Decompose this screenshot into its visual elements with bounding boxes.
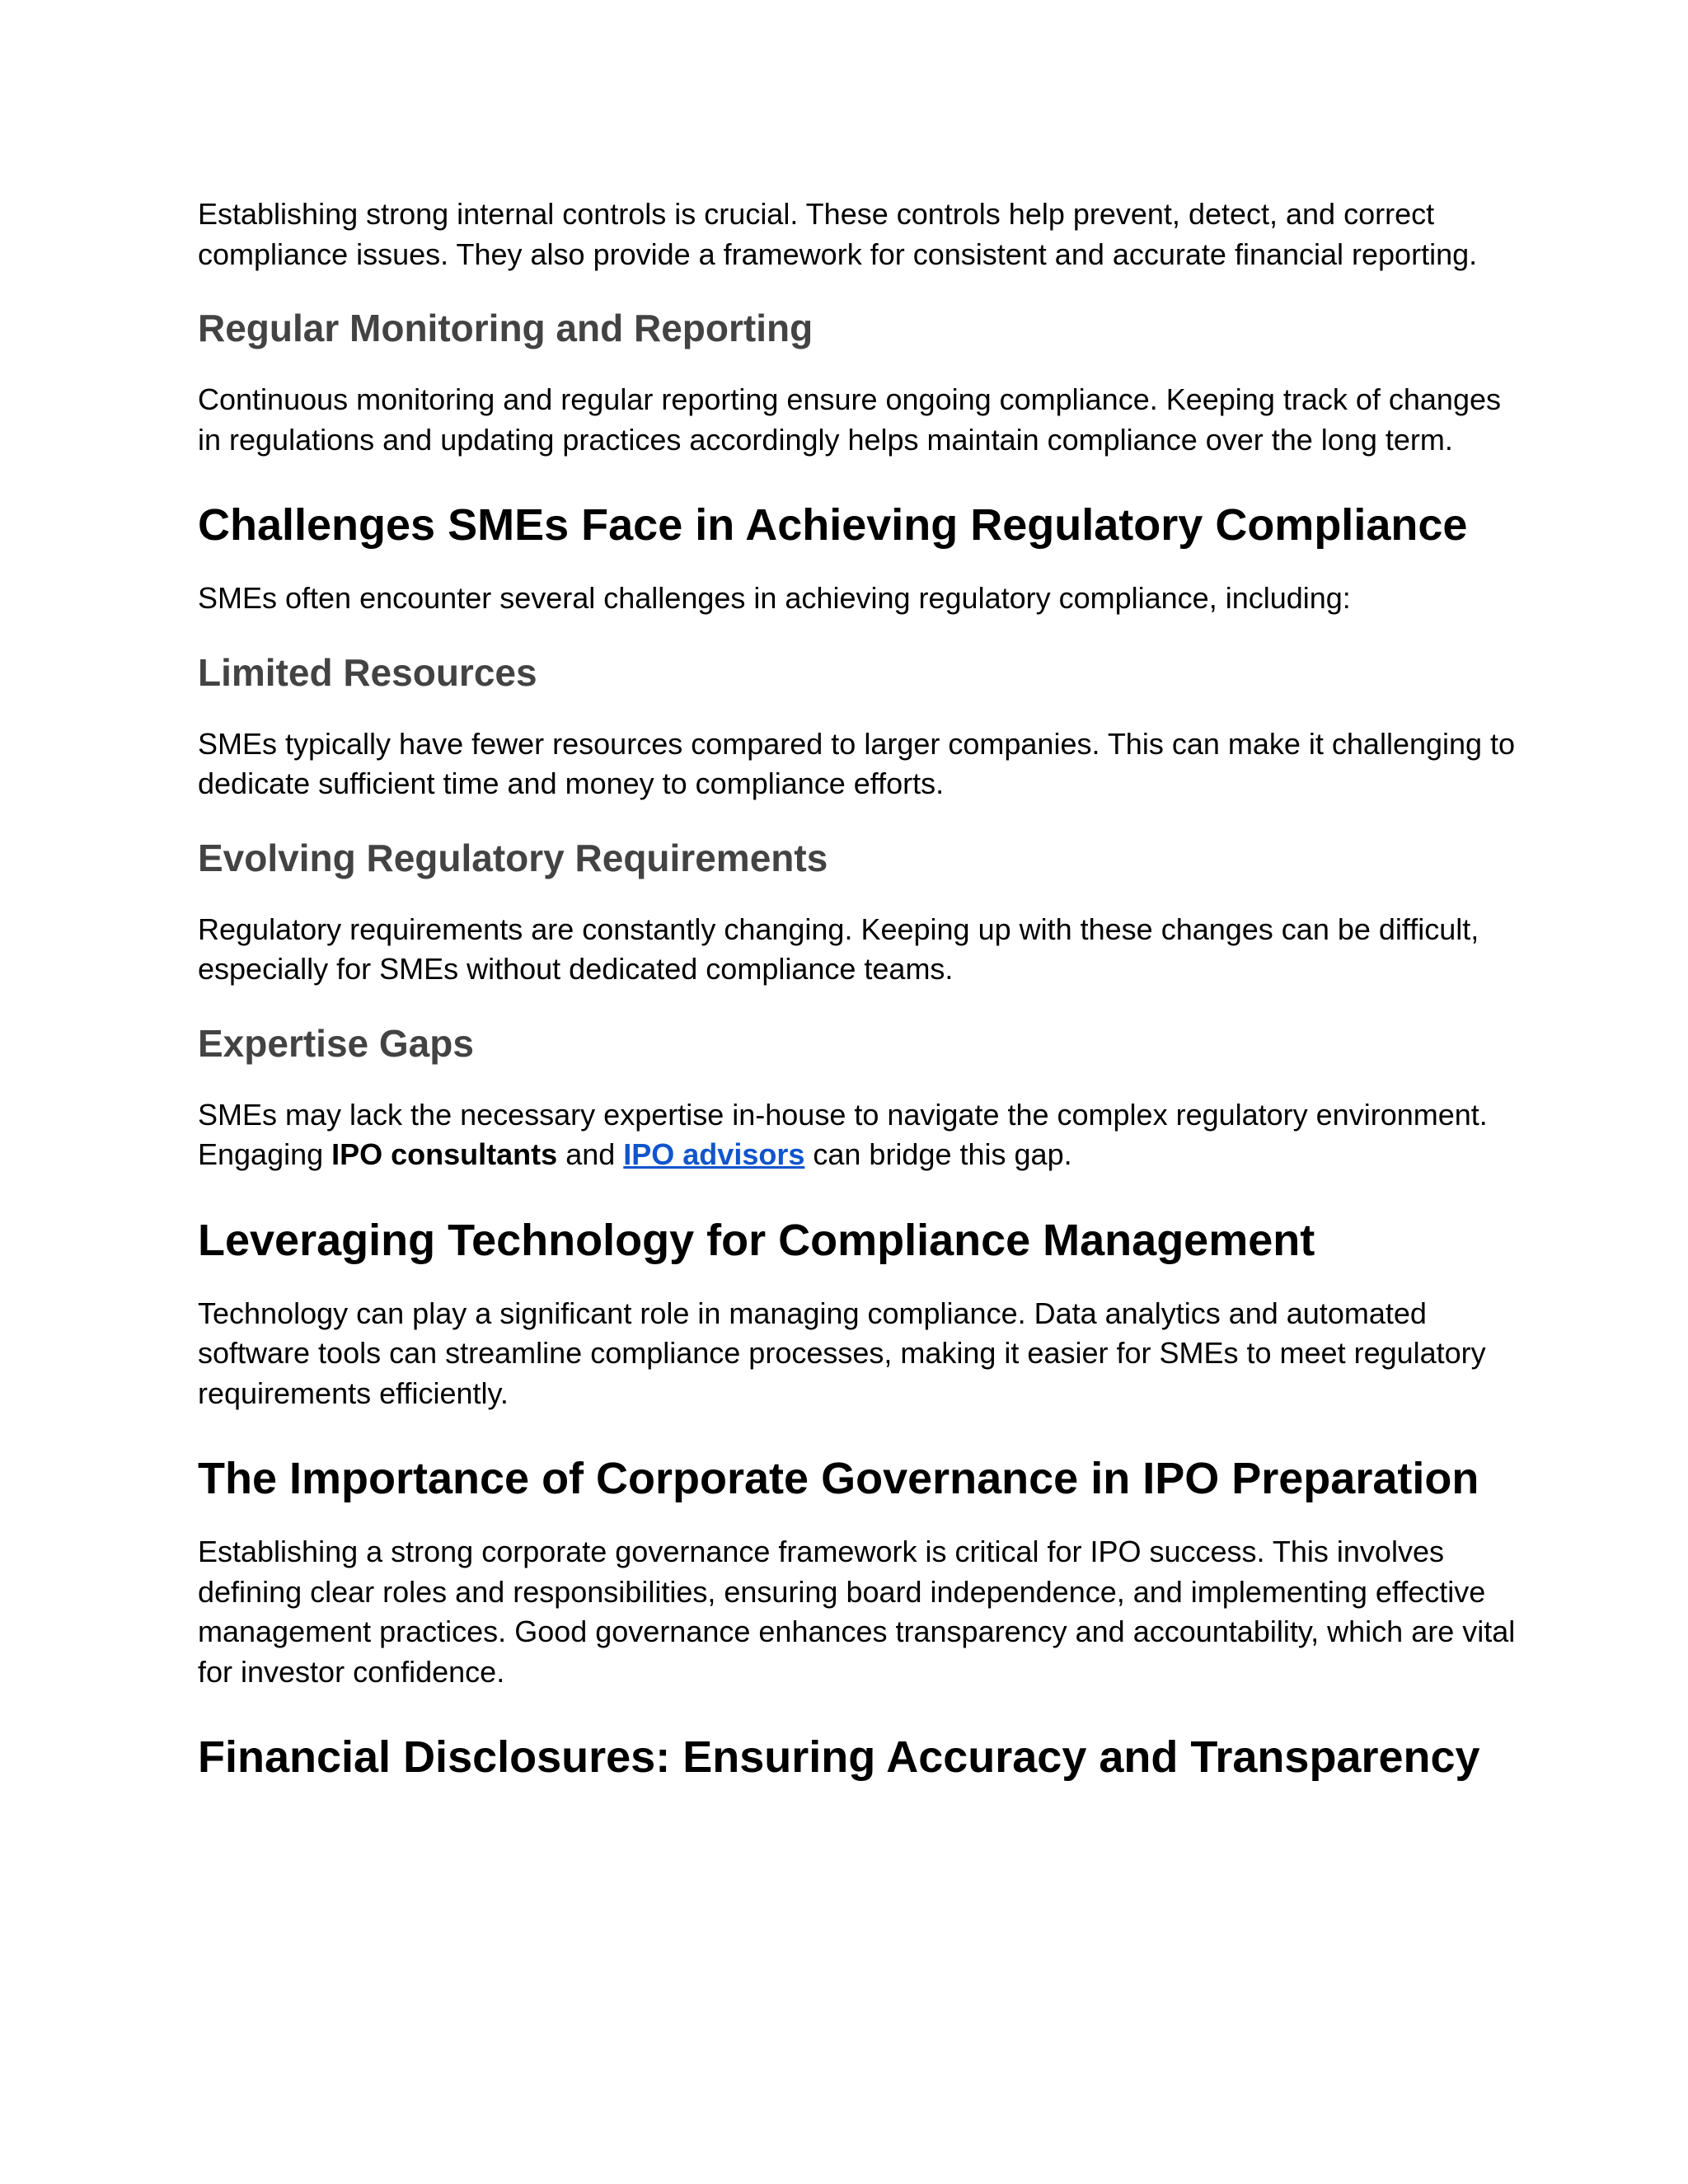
ipo-consultants-bold: IPO consultants [331,1137,558,1171]
heading-evolving-requirements: Evolving Regulatory Requirements [198,836,828,879]
heading-corporate-governance: The Importance of Corporate Governance in IPO Preparation [198,1454,1479,1503]
paragraph-expertise-gaps [198,1095,1517,1175]
heading-expertise-gaps: Expertise Gaps [198,1021,474,1065]
heading-limited-resources: Limited Resources [198,650,537,694]
paragraph-monitoring: Continuous monitoring and regular reporting ensure ongoing compliance. Keeping track of changes in regulations and updating practices accordingly helps maintain compliance over the long term. [198,382,1501,457]
ipo-advisors-link[interactable]: IPO advisors [623,1137,805,1171]
paragraph-evolving-requirements: Regulatory requirements are constantly changing. Keeping up with these changes can be difficult, especially for SMEs without dedicated compliance teams. [198,912,1479,986]
heading-challenges: Challenges SMEs Face in Achieving Regulatory Compliance [198,500,1468,550]
paragraph-technology: Technology can play a significant role in managing compliance. Data analytics and automated software tools can streamline compliance processes, making it easier for SMEs to meet regulatory requirements efficiently. [198,1296,1486,1410]
paragraph-internal-controls: Establishing strong internal controls is crucial. These controls help prevent, detect, and correct compliance issues. They also provide a framework for consistent and accurate financial reporting. [198,197,1478,271]
paragraph-governance: Establishing a strong corporate governance framework is critical for IPO success. This involves defining clear roles and responsibilities, ensuring board independence, and implementing effective management practices. Good governance enhances transparency and accountability, which are vital for investor confidence. [198,1535,1516,1689]
paragraph-limited-resources: SMEs typically have fewer resources compared to larger companies. This can make it challenging to dedicate sufficient time and money to compliance efforts. [198,726,1516,800]
expertise-text-2: and [557,1137,624,1171]
heading-regular-monitoring: Regular Monitoring and Reporting [198,307,814,349]
heading-financial-disclosures: Financial Disclosures: Ensuring Accuracy and Transparency [198,1732,1480,1782]
heading-leveraging-technology: Leveraging Technology for Compliance Management [198,1215,1315,1265]
document-page [198,194,1517,1783]
expertise-text-3: can bridge this gap. [804,1137,1072,1171]
paragraph-challenges-intro: SMEs often encounter several challenges in achieving regulatory compliance, including: [198,581,1351,615]
expertise-text-1: SMEs may lack the necessary expertise in-house to navigate the complex regulatory environment. Engaging [198,1097,1488,1171]
